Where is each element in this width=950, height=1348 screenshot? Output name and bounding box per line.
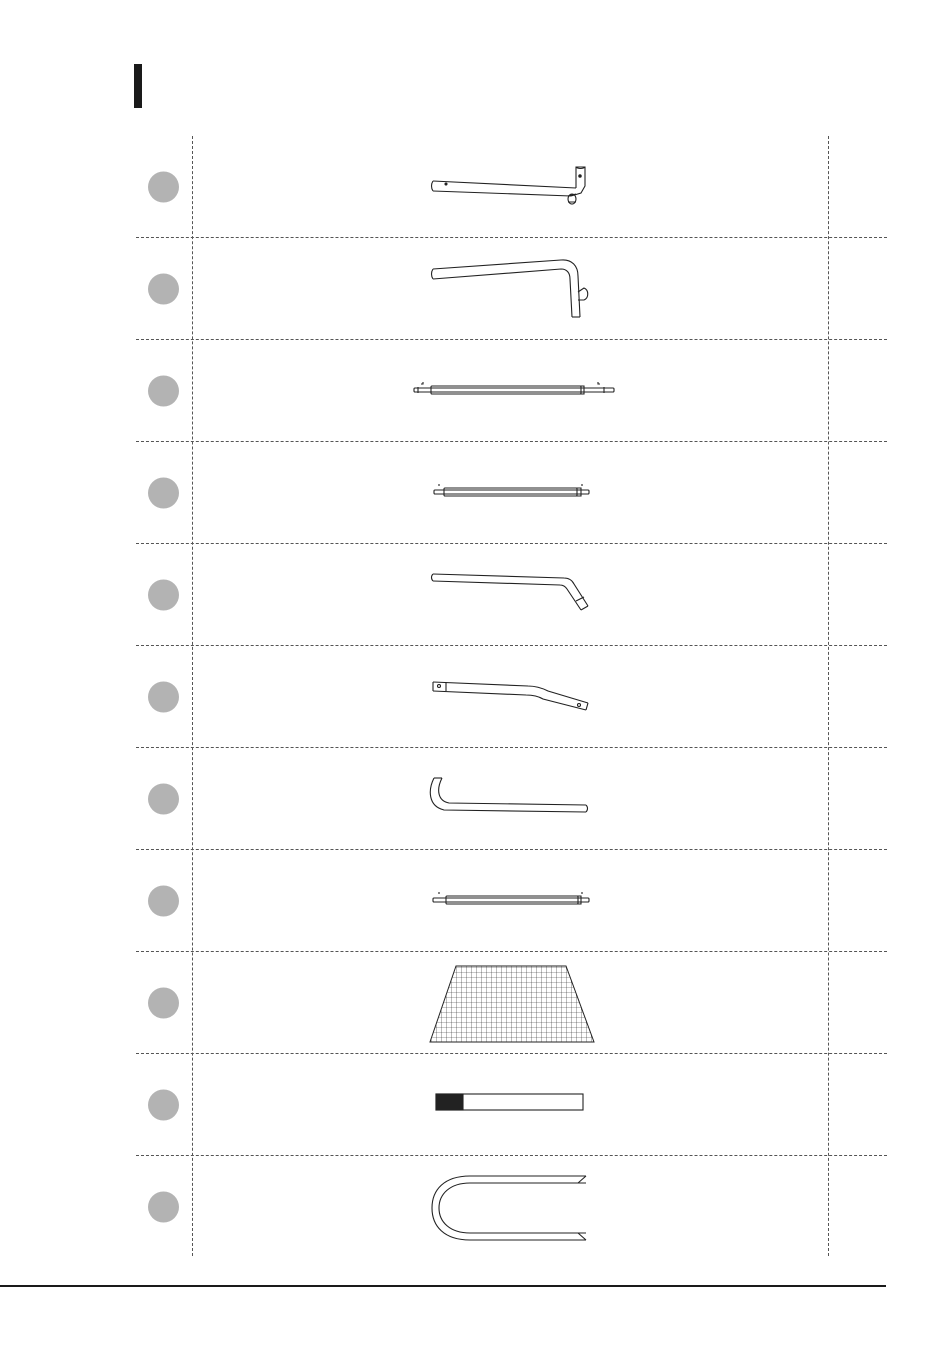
footer-divider	[0, 1285, 886, 1287]
part-number-marker	[148, 681, 179, 712]
quantity-cell	[828, 136, 887, 238]
angled-end-tube-icon	[406, 544, 626, 646]
short-straight-tube-with-pins-icon	[406, 442, 626, 544]
part-row	[136, 646, 887, 748]
quantity-cell	[828, 850, 887, 952]
part-row	[136, 442, 887, 544]
quantity-cell	[828, 1156, 887, 1258]
medium-straight-tube-with-pins-icon	[406, 850, 626, 952]
part-number-marker	[148, 171, 179, 202]
quantity-cell	[828, 748, 887, 850]
angled-tube-with-holes-icon	[406, 646, 626, 748]
foam-sleeve-icon	[406, 1054, 626, 1156]
part-row	[136, 850, 887, 952]
u-shaped-spring-clip-icon	[406, 1156, 626, 1258]
quantity-cell	[828, 646, 887, 748]
part-number-marker	[148, 783, 179, 814]
part-number-marker	[148, 579, 179, 610]
section-title-bar	[134, 64, 142, 108]
part-row	[136, 340, 887, 442]
part-row	[136, 1054, 887, 1156]
part-row	[136, 136, 887, 238]
part-row	[136, 238, 887, 340]
quantity-cell	[828, 544, 887, 646]
part-row	[136, 748, 887, 850]
part-row	[136, 952, 887, 1054]
l-shaped-tube-with-bracket-icon	[406, 136, 626, 238]
part-row	[136, 544, 887, 646]
part-number-marker	[148, 477, 179, 508]
part-number-marker	[148, 375, 179, 406]
part-row	[136, 1156, 887, 1258]
j-hook-tube-icon	[406, 748, 626, 850]
quantity-cell	[828, 340, 887, 442]
quantity-cell	[828, 238, 887, 340]
part-number-marker	[148, 885, 179, 916]
parts-list-table	[136, 136, 887, 1256]
quantity-cell	[828, 952, 887, 1054]
part-number-marker	[148, 1089, 179, 1120]
quantity-cell	[828, 1054, 887, 1156]
part-number-marker	[148, 1192, 179, 1223]
bent-upright-tube-with-pin-icon	[406, 238, 626, 340]
part-number-marker	[148, 273, 179, 304]
safety-net-icon	[406, 952, 626, 1054]
part-number-marker	[148, 987, 179, 1018]
long-straight-tube-with-pins-icon	[406, 340, 626, 442]
quantity-cell	[828, 442, 887, 544]
